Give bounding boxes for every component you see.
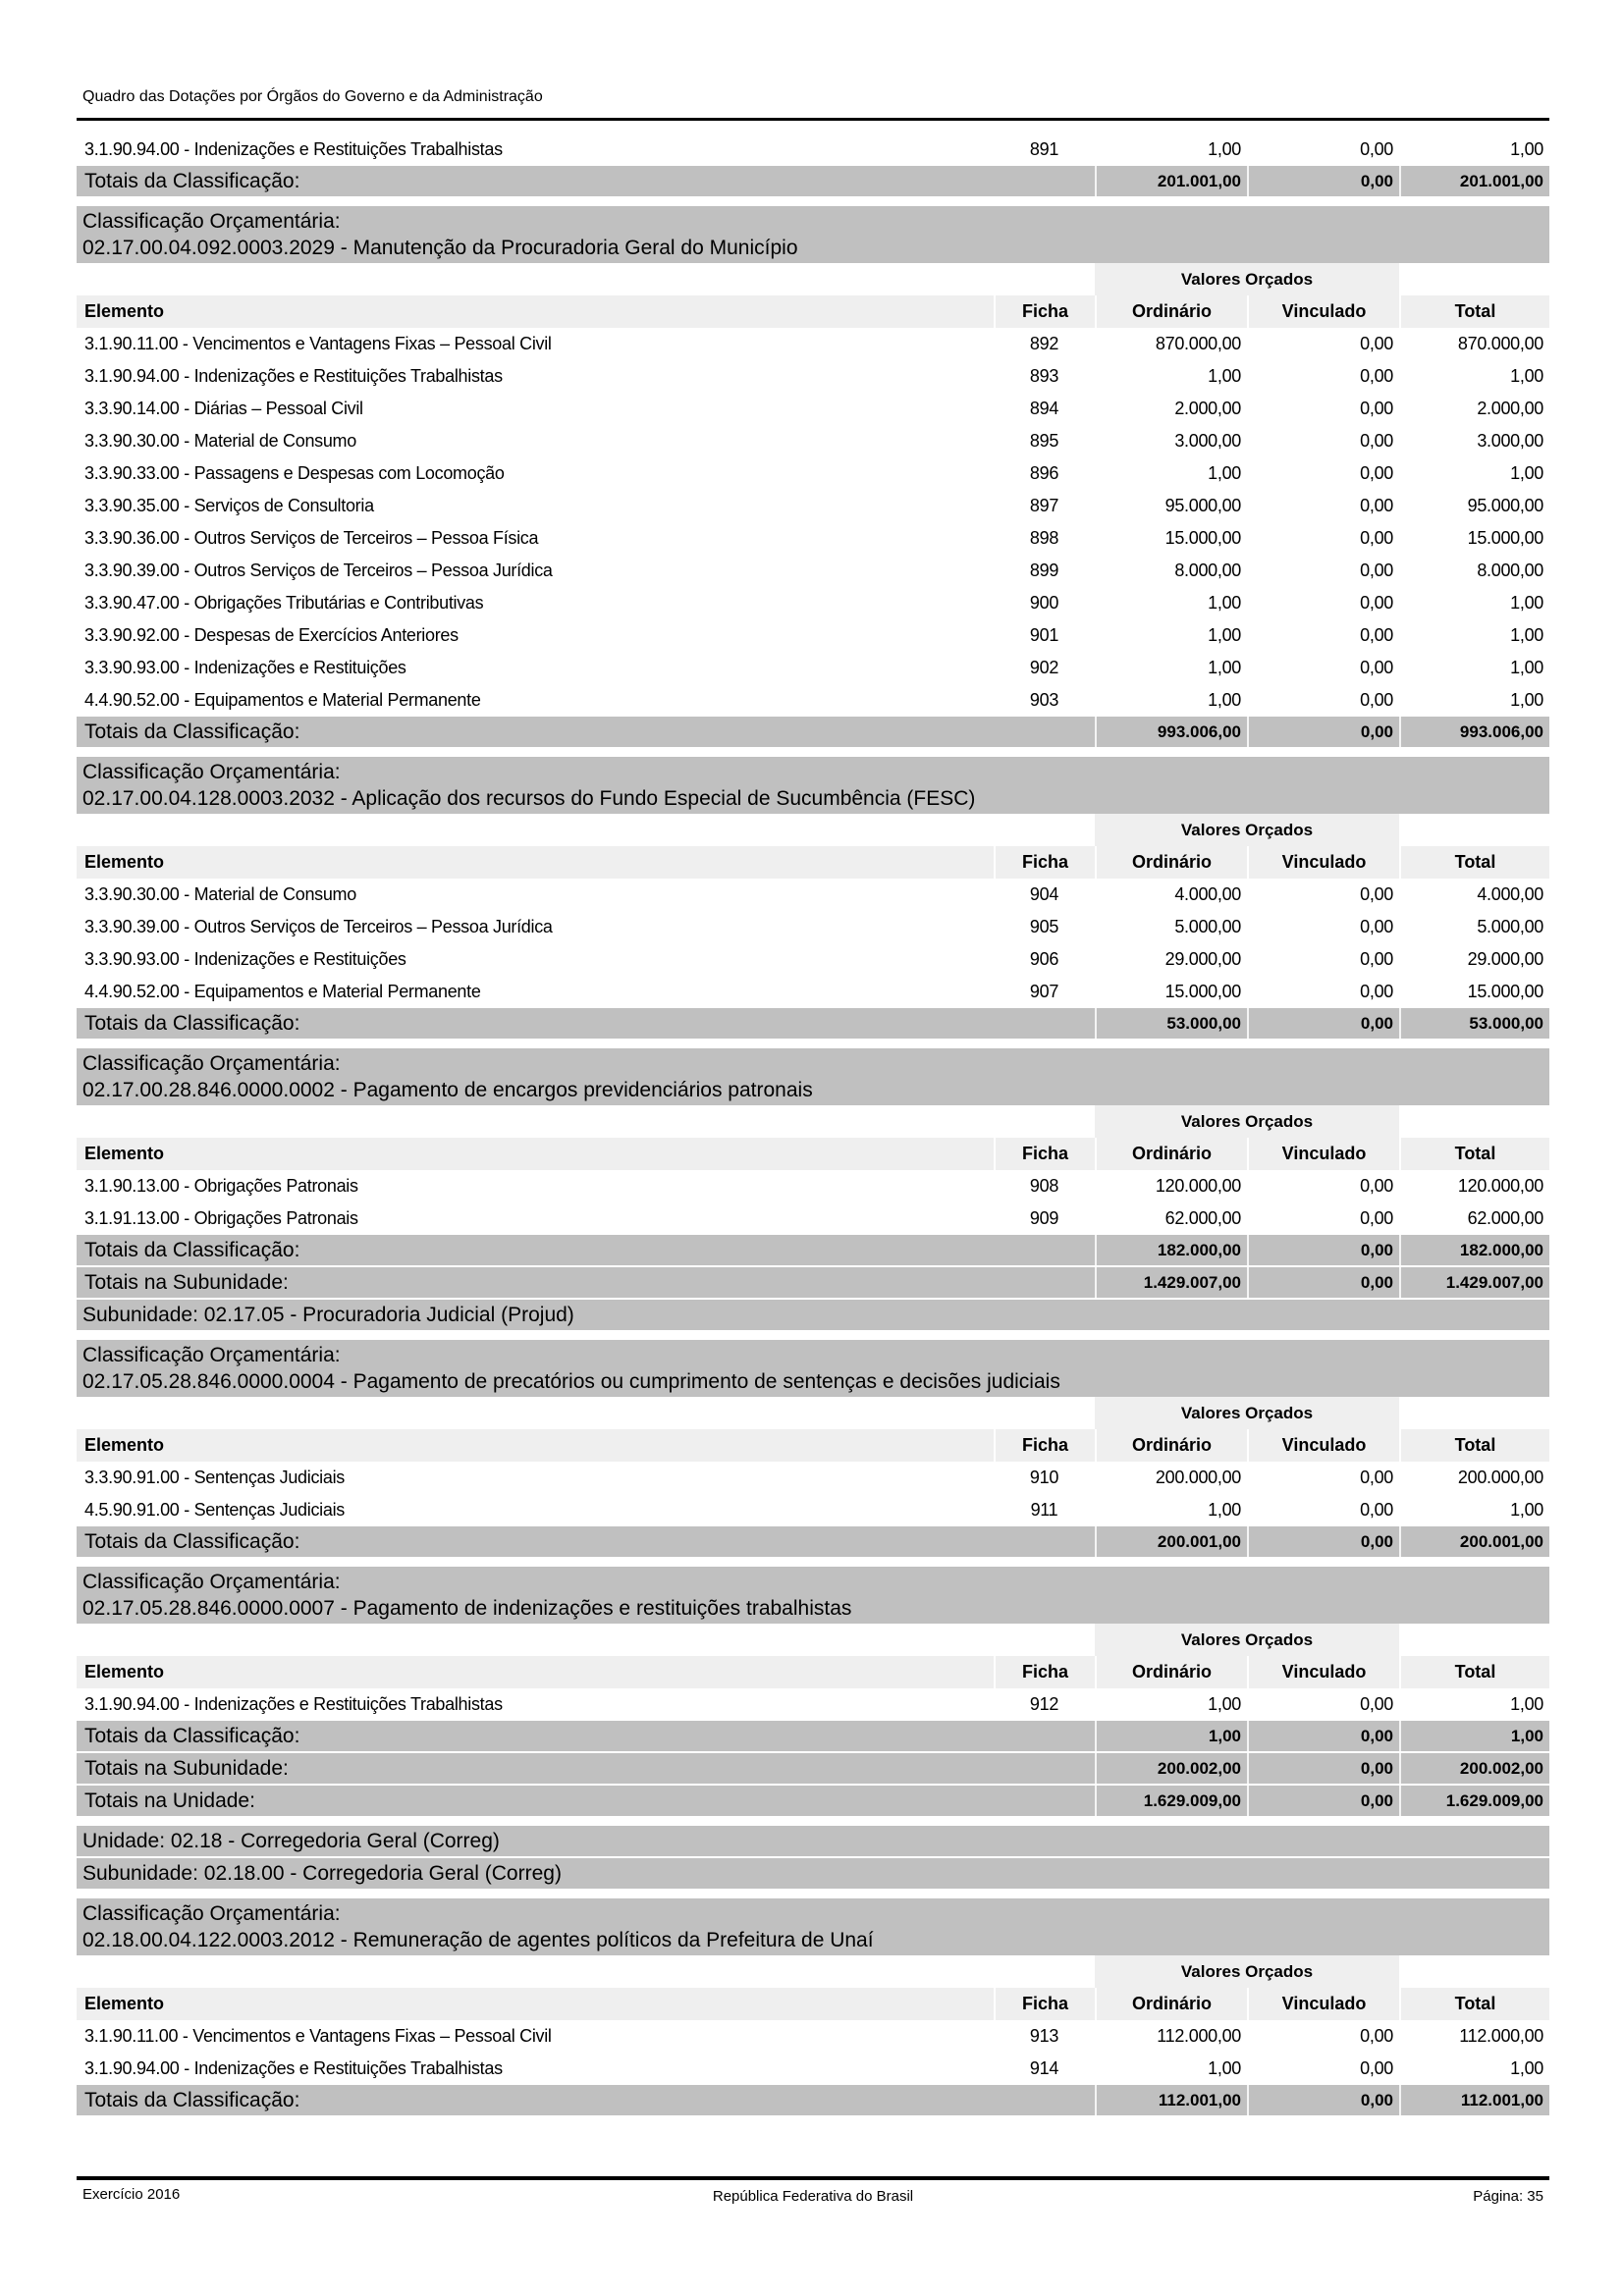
- total-cell: 3.000,00: [1477, 431, 1543, 451]
- valores-orcados-header: [77, 1397, 1549, 1429]
- ficha-cell: 896: [1029, 463, 1059, 483]
- ordinario-total: 182.000,00: [1095, 1235, 1247, 1265]
- ficha-cell: 904: [1029, 884, 1059, 904]
- ordinario-total: 200.002,00: [1095, 1753, 1247, 1784]
- ordinario-cell: 62.000,00: [1164, 1208, 1241, 1228]
- page-footer: [77, 2176, 1549, 2205]
- elemento-cell: 3.3.90.14.00 - Diárias – Pessoal Civil: [84, 399, 363, 418]
- elemento-cell: 3.3.90.39.00 - Outros Serviços de Terceiros – Pessoa Jurídica: [84, 561, 553, 580]
- footer-country: República Federativa do Brasil: [712, 2188, 914, 2205]
- valores-orcados-label: Valores Orçados: [1095, 814, 1399, 846]
- grand-total: 200.001,00: [1399, 1526, 1549, 1557]
- classification-totals-row: [77, 717, 1549, 747]
- column-header-ficha: Ficha: [994, 1429, 1095, 1462]
- vinculado-cell: 0,00: [1360, 1500, 1393, 1520]
- elemento-cell: 3.3.90.47.00 - Obrigações Tributárias e Contributivas: [84, 593, 484, 613]
- valores-orcados-label: Valores Orçados: [1095, 1105, 1399, 1138]
- classification-label: Classificação Orçamentária:: [82, 1344, 341, 1366]
- table-row: [77, 393, 1549, 425]
- column-header-ordinario: Ordinário: [1095, 295, 1247, 328]
- elemento-cell: 3.1.90.94.00 - Indenizações e Restituições Trabalhistas: [84, 2058, 503, 2078]
- subunit-header: [77, 1858, 1549, 1889]
- column-header-total: Total: [1399, 1429, 1549, 1462]
- spacer: [77, 1105, 1095, 1138]
- table-row: [77, 360, 1549, 393]
- ordinario-total: 200.001,00: [1095, 1526, 1247, 1557]
- elemento-cell: 3.1.90.94.00 - Indenizações e Restituições Trabalhistas: [84, 366, 503, 386]
- ficha-cell: 903: [1029, 690, 1059, 710]
- elemento-cell: 3.3.90.39.00 - Outros Serviços de Terceiros – Pessoa Jurídica: [84, 917, 553, 936]
- totals-label: Totais da Classificação:: [84, 2088, 300, 2111]
- total-cell: 1,00: [1510, 366, 1543, 386]
- ordinario-total: 993.006,00: [1095, 717, 1247, 747]
- ordinario-cell: 1,00: [1208, 1500, 1241, 1520]
- column-header-ficha: Ficha: [994, 1138, 1095, 1170]
- grand-total: 1.629.009,00: [1399, 1786, 1549, 1816]
- table-row: [77, 490, 1549, 522]
- vinculado-cell: 0,00: [1360, 334, 1393, 353]
- elemento-cell: 3.3.90.30.00 - Material de Consumo: [84, 431, 356, 451]
- column-header-row: [77, 295, 1549, 328]
- table-row: [77, 1462, 1549, 1494]
- classification-label: Classificação Orçamentária:: [82, 1052, 341, 1075]
- total-cell: 112.000,00: [1459, 2026, 1543, 2046]
- vinculado-cell: 0,00: [1360, 625, 1393, 645]
- column-header-ficha: Ficha: [994, 1988, 1095, 2020]
- ordinario-total: 1.429.007,00: [1095, 1267, 1247, 1298]
- elemento-cell: 3.1.91.13.00 - Obrigações Patronais: [84, 1208, 358, 1228]
- total-cell: 4.000,00: [1477, 884, 1543, 904]
- total-cell: 2.000,00: [1477, 399, 1543, 418]
- table-row: [77, 976, 1549, 1008]
- column-header-total: Total: [1399, 1988, 1549, 2020]
- ordinario-cell: 5.000,00: [1174, 917, 1241, 936]
- elemento-cell: 3.3.90.91.00 - Sentenças Judiciais: [84, 1468, 345, 1487]
- column-header-vinculado: Vinculado: [1247, 1988, 1399, 2020]
- vinculado-total: 0,00: [1247, 1786, 1399, 1816]
- total-cell: 5.000,00: [1477, 917, 1543, 936]
- table-row: [77, 943, 1549, 976]
- ficha-cell: 894: [1029, 399, 1059, 418]
- vinculado-total: 0,00: [1247, 1267, 1399, 1298]
- total-cell: 15.000,00: [1467, 528, 1543, 548]
- grand-total: 1.429.007,00: [1399, 1267, 1549, 1298]
- table-row: [77, 522, 1549, 555]
- vinculado-cell: 0,00: [1360, 139, 1393, 159]
- table-row: [77, 911, 1549, 943]
- table-row: [77, 652, 1549, 684]
- unit-totals-row: [77, 1786, 1549, 1816]
- ordinario-cell: 1,00: [1208, 139, 1241, 159]
- grand-total: 182.000,00: [1399, 1235, 1549, 1265]
- column-header-total: Total: [1399, 846, 1549, 879]
- column-header-total: Total: [1399, 1656, 1549, 1688]
- ordinario-cell: 8.000,00: [1174, 561, 1241, 580]
- column-header-ficha: Ficha: [994, 1656, 1095, 1688]
- grand-total: 1,00: [1399, 1721, 1549, 1751]
- totals-label: Totais da Classificação:: [84, 720, 300, 743]
- classification-label: Classificação Orçamentária:: [82, 1571, 341, 1593]
- footer-page-number: Página: 35: [1473, 2188, 1543, 2205]
- column-header-row: [77, 1988, 1549, 2020]
- grand-total: 200.002,00: [1399, 1753, 1549, 1784]
- column-header-ordinario: Ordinário: [1095, 1988, 1247, 2020]
- vinculado-total: 0,00: [1247, 2085, 1399, 2115]
- elemento-cell: 3.1.90.11.00 - Vencimentos e Vantagens Fixas – Pessoal Civil: [84, 334, 552, 353]
- vinculado-total: 0,00: [1247, 717, 1399, 747]
- valores-orcados-header: [77, 1624, 1549, 1656]
- valores-orcados-label: Valores Orçados: [1095, 1955, 1399, 1988]
- ordinario-total: 1,00: [1095, 1721, 1247, 1751]
- total-cell: 1,00: [1510, 1500, 1543, 1520]
- unit-header: [77, 1826, 1549, 1856]
- ficha-cell: 905: [1029, 917, 1059, 936]
- column-header-ficha: Ficha: [994, 846, 1095, 879]
- table-row: [77, 879, 1549, 911]
- vinculado-cell: 0,00: [1360, 1176, 1393, 1196]
- totals-label: Totais na Unidade:: [84, 1789, 255, 1812]
- total-cell: 1,00: [1510, 593, 1543, 613]
- page-header: [77, 86, 1549, 121]
- column-header-row: [77, 846, 1549, 879]
- spacer: [77, 1955, 1095, 1988]
- ordinario-total: 201.001,00: [1095, 166, 1247, 196]
- ordinario-cell: 120.000,00: [1155, 1176, 1241, 1196]
- totals-label: Totais da Classificação:: [84, 1529, 300, 1553]
- column-header-total: Total: [1399, 295, 1549, 328]
- valores-orcados-header: [77, 1955, 1549, 1988]
- classification-header: [77, 1567, 1549, 1624]
- total-cell: 15.000,00: [1467, 982, 1543, 1001]
- vinculado-cell: 0,00: [1360, 366, 1393, 386]
- ordinario-cell: 4.000,00: [1174, 884, 1241, 904]
- total-cell: 1,00: [1510, 658, 1543, 677]
- vinculado-total: 0,00: [1247, 1721, 1399, 1751]
- table-row: [77, 2053, 1549, 2085]
- column-header-elemento: Elemento: [84, 1435, 165, 1455]
- ordinario-cell: 1,00: [1208, 2058, 1241, 2078]
- totals-label: Totais na Subunidade:: [84, 1270, 289, 1294]
- vinculado-total: 0,00: [1247, 1008, 1399, 1039]
- vinculado-cell: 0,00: [1360, 2026, 1393, 2046]
- ficha-cell: 907: [1029, 982, 1059, 1001]
- ordinario-cell: 112.000,00: [1157, 2026, 1241, 2046]
- table-row: [77, 457, 1549, 490]
- elemento-cell: 3.3.90.35.00 - Serviços de Consultoria: [84, 496, 374, 515]
- column-header-elemento: Elemento: [84, 1994, 165, 2013]
- total-cell: 120.000,00: [1457, 1176, 1543, 1196]
- vinculado-total: 0,00: [1247, 1235, 1399, 1265]
- table-row: [77, 133, 1549, 166]
- elemento-cell: 3.3.90.93.00 - Indenizações e Restituições: [84, 949, 406, 969]
- ficha-cell: 898: [1029, 528, 1059, 548]
- valores-orcados-header: [77, 1105, 1549, 1138]
- vinculado-cell: 0,00: [1360, 658, 1393, 677]
- subunit-header-label: Subunidade: 02.18.00 - Corregedoria Geral (Correg): [82, 1861, 562, 1885]
- vinculado-cell: 0,00: [1360, 496, 1393, 515]
- totals-label: Totais da Classificação:: [84, 1724, 300, 1747]
- valores-orcados-header: [77, 263, 1549, 295]
- valores-orcados-label: Valores Orçados: [1095, 263, 1399, 295]
- classification-totals-row: [77, 1721, 1549, 1751]
- ordinario-cell: 1,00: [1208, 1694, 1241, 1714]
- totals-label: Totais na Subunidade:: [84, 1756, 289, 1780]
- table-row: [77, 2020, 1549, 2053]
- table-row: [77, 1202, 1549, 1235]
- ordinario-cell: 1,00: [1208, 690, 1241, 710]
- ficha-cell: 897: [1029, 496, 1059, 515]
- column-header-ordinario: Ordinário: [1095, 1138, 1247, 1170]
- table-row: [77, 1494, 1549, 1526]
- elemento-cell: 4.4.90.52.00 - Equipamentos e Material Permanente: [84, 982, 481, 1001]
- ordinario-cell: 15.000,00: [1164, 528, 1241, 548]
- table-row: [77, 328, 1549, 360]
- totals-label: Totais da Classificação:: [84, 169, 300, 192]
- total-cell: 8.000,00: [1477, 561, 1543, 580]
- column-header-vinculado: Vinculado: [1247, 1138, 1399, 1170]
- table-row: [77, 587, 1549, 619]
- column-header-ordinario: Ordinário: [1095, 846, 1247, 879]
- subunit-header-label: Subunidade: 02.17.05 - Procuradoria Judicial (Projud): [82, 1303, 574, 1326]
- ficha-cell: 892: [1029, 334, 1059, 353]
- valores-orcados-label: Valores Orçados: [1095, 1624, 1399, 1656]
- ficha-cell: 910: [1029, 1468, 1059, 1487]
- ficha-cell: 899: [1029, 561, 1059, 580]
- ordinario-cell: 200.000,00: [1155, 1468, 1241, 1487]
- classification-totals-row: [77, 166, 1549, 196]
- ordinario-cell: 15.000,00: [1164, 982, 1241, 1001]
- vinculado-cell: 0,00: [1360, 593, 1393, 613]
- classification-header: [77, 1048, 1549, 1105]
- classification-header: [77, 757, 1549, 814]
- elemento-cell: 3.3.90.36.00 - Outros Serviços de Terceiros – Pessoa Física: [84, 528, 539, 548]
- classification-code: 02.17.05.28.846.0000.0004 - Pagamento de precatórios ou cumprimento de sentenças e decisões judiciais: [82, 1370, 1060, 1393]
- elemento-cell: 4.5.90.91.00 - Sentenças Judiciais: [84, 1500, 345, 1520]
- ficha-cell: 912: [1029, 1694, 1059, 1714]
- ficha-cell: 902: [1029, 658, 1059, 677]
- table-row: [77, 1688, 1549, 1721]
- vinculado-cell: 0,00: [1360, 2058, 1393, 2078]
- total-cell: 1,00: [1510, 690, 1543, 710]
- classification-code: 02.17.00.04.092.0003.2029 - Manutenção da Procuradoria Geral do Município: [82, 237, 798, 259]
- ordinario-cell: 1,00: [1208, 593, 1241, 613]
- vinculado-cell: 0,00: [1360, 690, 1393, 710]
- elemento-cell: 3.1.90.94.00 - Indenizações e Restituições Trabalhistas: [84, 1694, 503, 1714]
- grand-total: 53.000,00: [1399, 1008, 1549, 1039]
- classification-label: Classificação Orçamentária:: [82, 761, 341, 783]
- classification-header: [77, 206, 1549, 263]
- total-cell: 1,00: [1510, 1694, 1543, 1714]
- column-header-elemento: Elemento: [84, 852, 165, 872]
- vinculado-cell: 0,00: [1360, 399, 1393, 418]
- vinculado-total: 0,00: [1247, 166, 1399, 196]
- table-row: [77, 555, 1549, 587]
- total-cell: 1,00: [1510, 625, 1543, 645]
- vinculado-cell: 0,00: [1360, 1694, 1393, 1714]
- elemento-cell: 3.3.90.30.00 - Material de Consumo: [84, 884, 356, 904]
- elemento-cell: 4.4.90.52.00 - Equipamentos e Material Permanente: [84, 690, 481, 710]
- elemento-cell: 3.1.90.13.00 - Obrigações Patronais: [84, 1176, 358, 1196]
- ficha-cell: 895: [1029, 431, 1059, 451]
- vinculado-cell: 0,00: [1360, 431, 1393, 451]
- valores-orcados-label: Valores Orçados: [1095, 1397, 1399, 1429]
- ficha-cell: 901: [1029, 625, 1059, 645]
- total-cell: 95.000,00: [1467, 496, 1543, 515]
- total-cell: 29.000,00: [1467, 949, 1543, 969]
- grand-total: 993.006,00: [1399, 717, 1549, 747]
- total-cell: 1,00: [1510, 2058, 1543, 2078]
- ficha-cell: 911: [1030, 1500, 1058, 1520]
- table-row: [77, 425, 1549, 457]
- column-header-row: [77, 1656, 1549, 1688]
- ficha-cell: 913: [1029, 2026, 1059, 2046]
- ficha-cell: 900: [1029, 593, 1059, 613]
- column-header-row: [77, 1429, 1549, 1462]
- ordinario-total: 112.001,00: [1095, 2085, 1247, 2115]
- elemento-cell: 3.3.90.93.00 - Indenizações e Restituições: [84, 658, 406, 677]
- table-row: [77, 619, 1549, 652]
- spacer: [77, 814, 1095, 846]
- vinculado-total: 0,00: [1247, 1753, 1399, 1784]
- footer-exercise-year: Exercício 2016: [82, 2186, 181, 2203]
- classification-totals-row: [77, 2085, 1549, 2115]
- elemento-cell: 3.1.90.94.00 - Indenizações e Restituições Trabalhistas: [84, 139, 503, 159]
- ficha-cell: 909: [1029, 1208, 1059, 1228]
- total-cell: 1,00: [1510, 139, 1543, 159]
- ordinario-total: 53.000,00: [1095, 1008, 1247, 1039]
- column-header-vinculado: Vinculado: [1247, 295, 1399, 328]
- ordinario-cell: 870.000,00: [1155, 334, 1241, 353]
- total-cell: 62.000,00: [1467, 1208, 1543, 1228]
- total-cell: 1,00: [1510, 463, 1543, 483]
- classification-code: 02.17.00.04.128.0003.2032 - Aplicação dos recursos do Fundo Especial de Sucumbência (FESC): [82, 787, 976, 810]
- classification-header: [77, 1898, 1549, 1955]
- ordinario-cell: 1,00: [1208, 366, 1241, 386]
- column-header-vinculado: Vinculado: [1247, 1429, 1399, 1462]
- column-header-ordinario: Ordinário: [1095, 1429, 1247, 1462]
- elemento-cell: 3.3.90.92.00 - Despesas de Exercícios Anteriores: [84, 625, 459, 645]
- classification-totals-row: [77, 1235, 1549, 1265]
- classification-code: 02.17.00.28.846.0000.0002 - Pagamento de encargos previdenciários patronais: [82, 1079, 813, 1101]
- spacer: [77, 263, 1095, 295]
- total-cell: 870.000,00: [1457, 334, 1543, 353]
- vinculado-cell: 0,00: [1360, 528, 1393, 548]
- total-cell: 200.000,00: [1457, 1468, 1543, 1487]
- classification-label: Classificação Orçamentária:: [82, 1902, 341, 1925]
- valores-orcados-header: [77, 814, 1549, 846]
- ficha-cell: 906: [1029, 949, 1059, 969]
- classification-totals-row: [77, 1526, 1549, 1557]
- vinculado-cell: 0,00: [1360, 917, 1393, 936]
- ordinario-cell: 95.000,00: [1164, 496, 1241, 515]
- subunit-totals-row: [77, 1753, 1549, 1784]
- subunit-header: [77, 1300, 1549, 1330]
- column-header-total: Total: [1399, 1138, 1549, 1170]
- vinculado-total: 0,00: [1247, 1526, 1399, 1557]
- ficha-cell: 914: [1029, 2058, 1059, 2078]
- column-header-ficha: Ficha: [994, 295, 1095, 328]
- table-row: [77, 1170, 1549, 1202]
- spacer: [77, 1397, 1095, 1429]
- grand-total: 201.001,00: [1399, 166, 1549, 196]
- elemento-cell: 3.1.90.11.00 - Vencimentos e Vantagens Fixas – Pessoal Civil: [84, 2026, 552, 2046]
- elemento-cell: 3.3.90.33.00 - Passagens e Despesas com Locomoção: [84, 463, 505, 483]
- column-header-vinculado: Vinculado: [1247, 1656, 1399, 1688]
- ordinario-cell: 3.000,00: [1174, 431, 1241, 451]
- vinculado-cell: 0,00: [1360, 1208, 1393, 1228]
- classification-label: Classificação Orçamentária:: [82, 210, 341, 233]
- ordinario-cell: 1,00: [1208, 658, 1241, 677]
- grand-total: 112.001,00: [1399, 2085, 1549, 2115]
- classification-code: 02.17.05.28.846.0000.0007 - Pagamento de indenizações e restituições trabalhistas: [82, 1597, 852, 1620]
- subunit-totals-row: [77, 1267, 1549, 1298]
- vinculado-cell: 0,00: [1360, 463, 1393, 483]
- vinculado-cell: 0,00: [1360, 561, 1393, 580]
- spacer: [77, 1624, 1095, 1656]
- vinculado-cell: 0,00: [1360, 982, 1393, 1001]
- report-content: [77, 133, 1549, 2117]
- column-header-ordinario: Ordinário: [1095, 1656, 1247, 1688]
- ordinario-total: 1.629.009,00: [1095, 1786, 1247, 1816]
- column-header-elemento: Elemento: [84, 1144, 165, 1163]
- ordinario-cell: 1,00: [1208, 463, 1241, 483]
- ficha-cell: 893: [1029, 366, 1059, 386]
- ordinario-cell: 2.000,00: [1174, 399, 1241, 418]
- table-row: [77, 684, 1549, 717]
- column-header-vinculado: Vinculado: [1247, 846, 1399, 879]
- column-header-elemento: Elemento: [84, 301, 165, 321]
- classification-code: 02.18.00.04.122.0003.2012 - Remuneração de agentes políticos da Prefeitura de Unaí: [82, 1929, 874, 1951]
- totals-label: Totais da Classificação:: [84, 1011, 300, 1035]
- totals-label: Totais da Classificação:: [84, 1238, 300, 1261]
- ordinario-cell: 29.000,00: [1164, 949, 1241, 969]
- ficha-cell: 908: [1029, 1176, 1059, 1196]
- vinculado-cell: 0,00: [1360, 1468, 1393, 1487]
- ordinario-cell: 1,00: [1208, 625, 1241, 645]
- vinculado-cell: 0,00: [1360, 949, 1393, 969]
- classification-totals-row: [77, 1008, 1549, 1039]
- report-title: Quadro das Dotações por Órgãos do Governo e da Administração: [82, 88, 543, 105]
- column-header-elemento: Elemento: [84, 1662, 165, 1682]
- vinculado-cell: 0,00: [1360, 884, 1393, 904]
- ficha-cell: 891: [1029, 139, 1059, 159]
- column-header-row: [77, 1138, 1549, 1170]
- classification-header: [77, 1340, 1549, 1397]
- unit-header-label: Unidade: 02.18 - Corregedoria Geral (Correg): [82, 1829, 500, 1852]
